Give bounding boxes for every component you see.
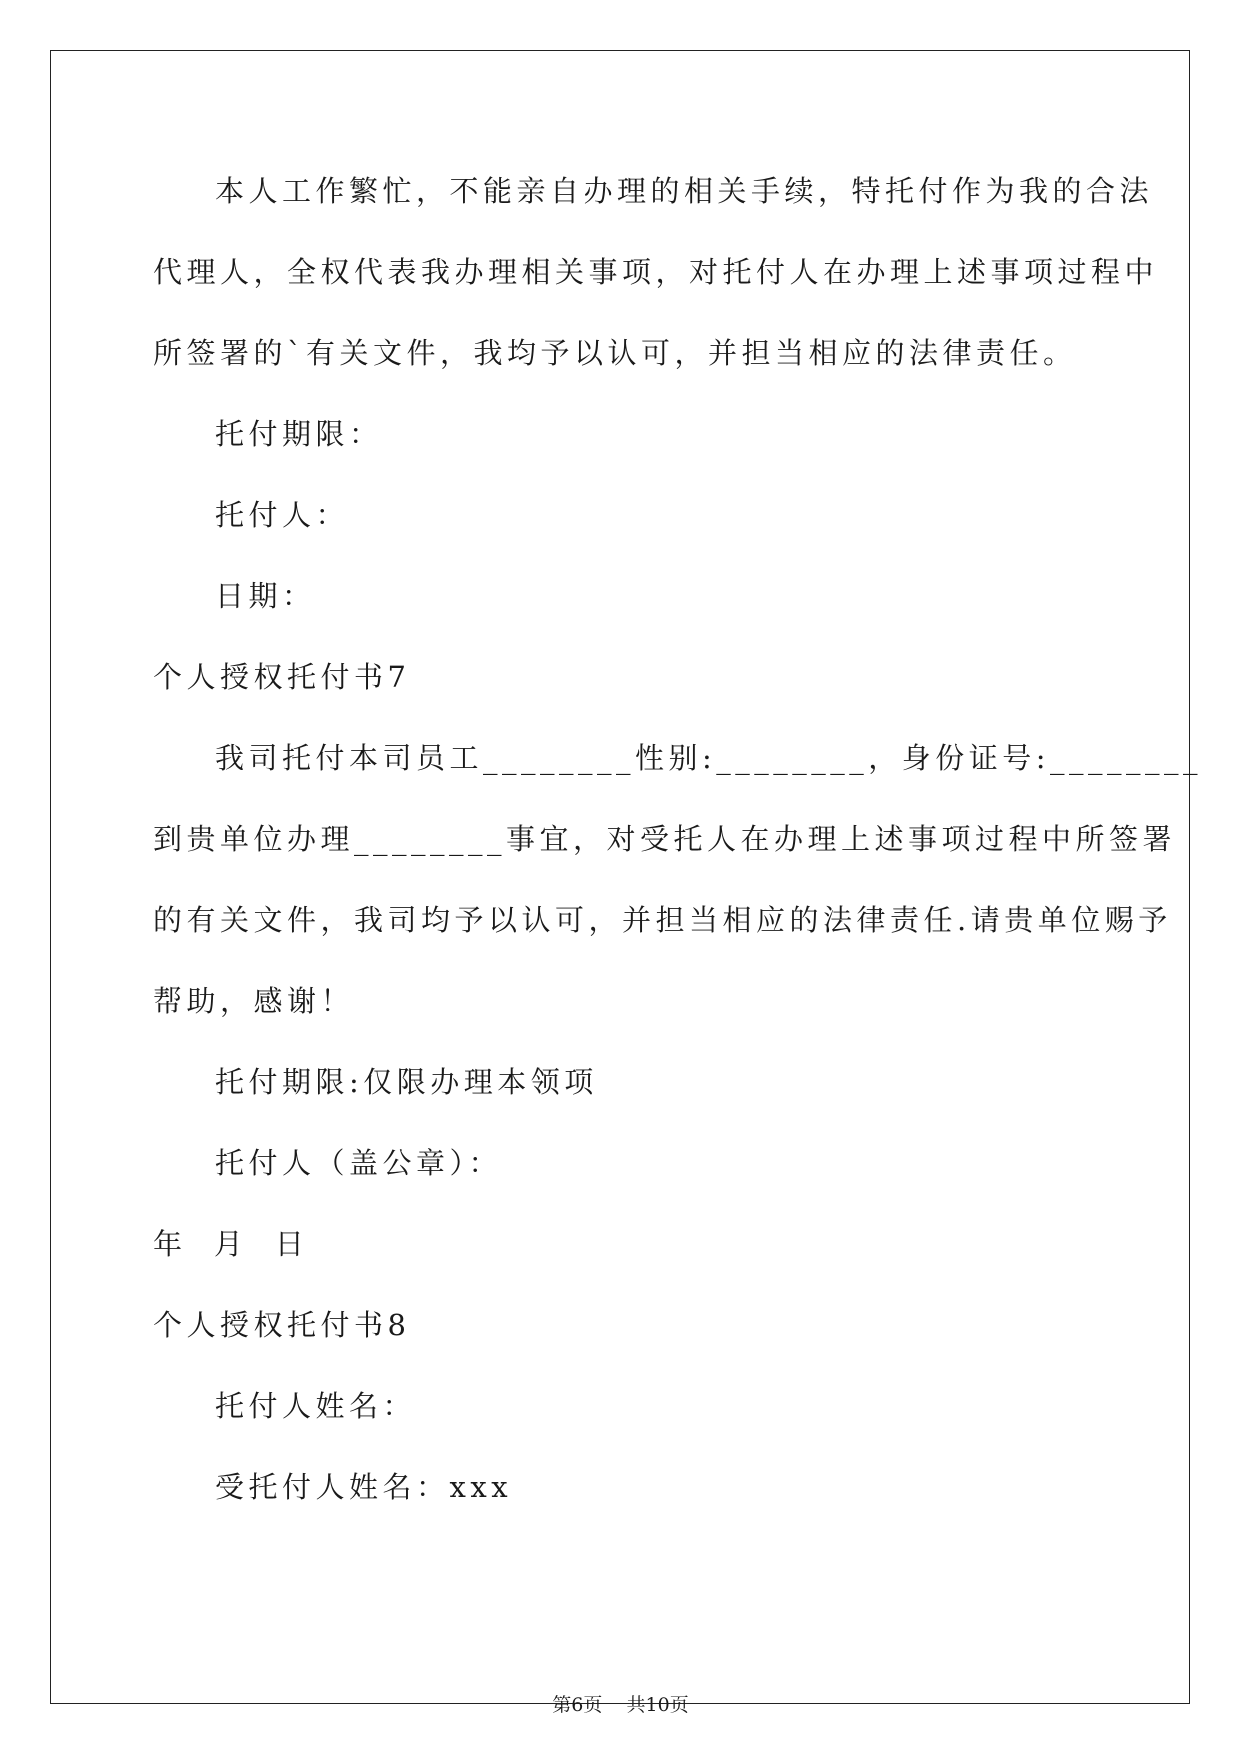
paragraph-line: 代理人，全权代表我办理相关事项，对托付人在办理上述事项过程中: [153, 255, 1159, 289]
page-number: 第6页: [552, 1694, 603, 1716]
date-label: 日期：: [215, 579, 316, 613]
paragraph-line: 帮助，感谢！: [153, 984, 355, 1018]
term-label: 托付期限:仅限办理本领项: [215, 1065, 598, 1099]
principal-seal-label: 托付人（盖公章）：: [215, 1146, 503, 1180]
paragraph-line: 到贵单位办理________事宜，对受托人在办理上述事项过程中所签署: [153, 822, 1177, 856]
page-total: 共10页: [626, 1694, 689, 1716]
paragraph-line: 我司托付本司员工________性别:________，身份证号:________: [215, 741, 1203, 775]
paragraph-line: 本人工作繁忙，不能亲自办理的相关手续，特托付作为我的合法: [215, 174, 1154, 208]
term-label: 托付期限：: [215, 417, 383, 451]
agent-name-label: 受托付人姓名：xxx: [215, 1470, 513, 1504]
principal-label: 托付人：: [215, 498, 350, 532]
date-line: 年 月 日: [153, 1227, 309, 1261]
section-heading: 个人授权托付书8: [153, 1308, 411, 1342]
paragraph-line: 所签署的`有关文件，我均予以认可，并担当相应的法律责任。: [153, 336, 1077, 370]
page-footer: [0, 1693, 1241, 1717]
page-border: [50, 50, 1190, 1704]
section-heading: 个人授权托付书7: [153, 660, 411, 694]
principal-name-label: 托付人姓名：: [215, 1389, 417, 1423]
paragraph-line: 的有关文件，我司均予以认可，并担当相应的法律责任.请贵单位赐予: [153, 903, 1172, 937]
